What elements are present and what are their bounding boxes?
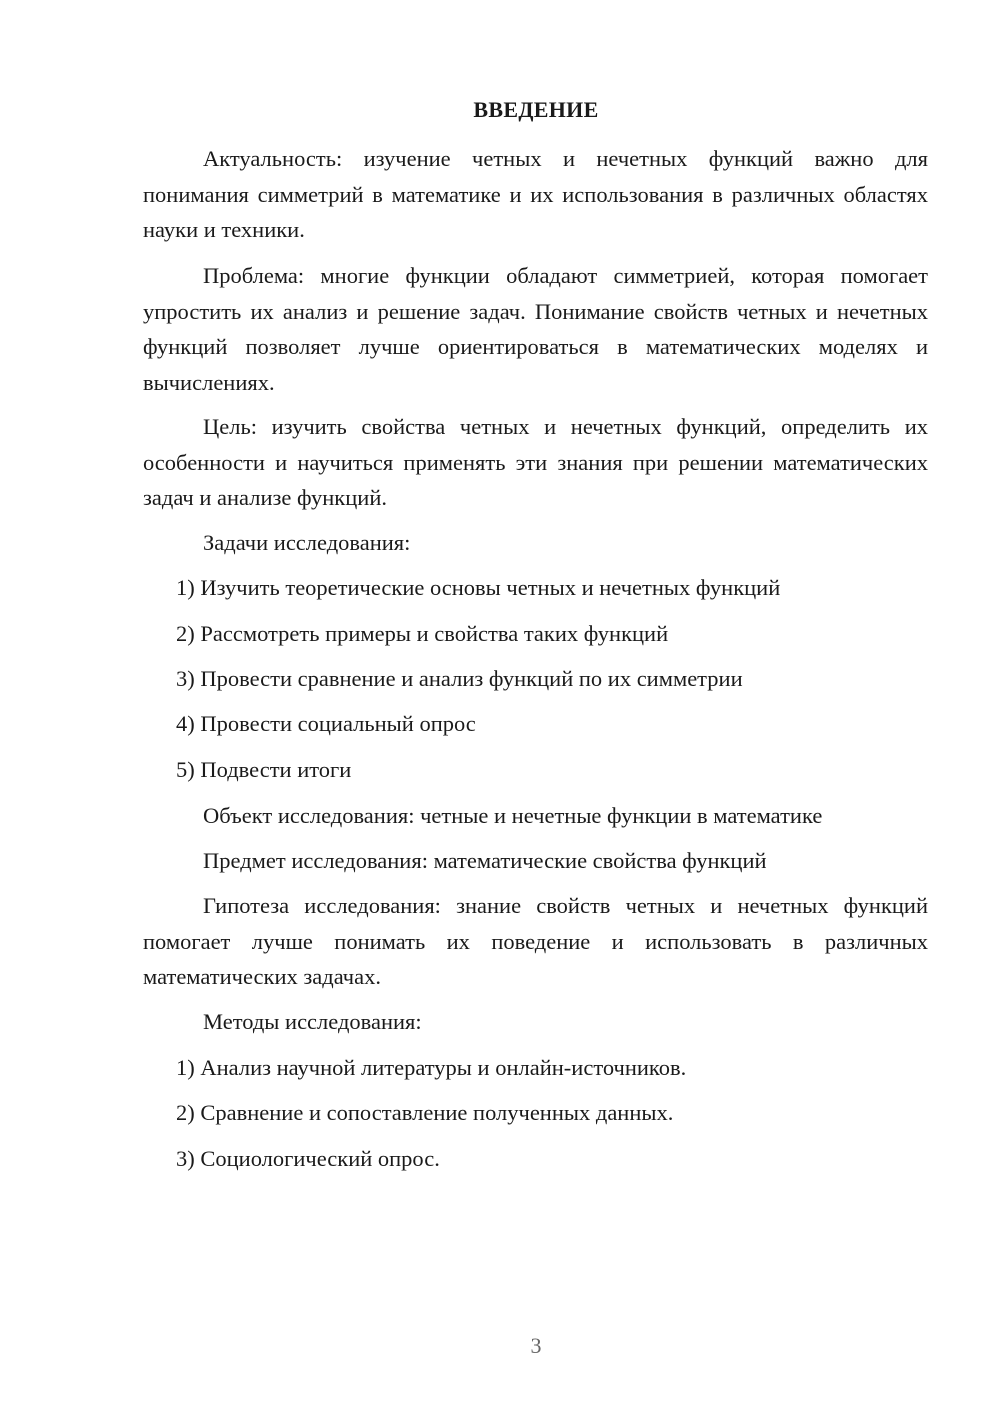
tasks-heading: Задачи исследования:	[203, 530, 411, 555]
page-title: ВВЕДЕНИЕ	[473, 97, 599, 122]
methods-heading: Методы исследования:	[203, 1009, 422, 1034]
task-item: 3) Провести сравнение и анализ функций по их симметрии	[176, 666, 743, 691]
task-item: 4) Провести социальный опрос	[176, 711, 476, 736]
method-item: 3) Социологический опрос.	[176, 1146, 440, 1171]
subject-paragraph: Предмет исследования: математические свойства функций	[203, 848, 767, 873]
object-paragraph: Объект исследования: четные и нечетные функции в математике	[203, 803, 823, 828]
task-item: 2) Рассмотреть примеры и свойства таких функций	[176, 621, 669, 646]
page-number: 3	[530, 1333, 542, 1358]
method-item: 2) Сравнение и сопоставление полученных данных.	[176, 1100, 674, 1125]
goal-paragraph: Цель: изучить свойства четных и нечетных функций, определить их особенности и научиться применять эти знания при решении математических задач и анализе функций.	[143, 414, 928, 510]
task-item: 1) Изучить теоретические основы четных и нечетных функций	[176, 575, 781, 600]
problem-paragraph: Проблема: многие функции обладают симметрией, которая помогает упростить их анализ и решение задач. Понимание свойств четных и нечетных функций позволяет лучше ориентироваться в математических моделях и вычислениях.	[143, 263, 928, 395]
task-item: 5) Подвести итоги	[176, 757, 352, 782]
relevance-paragraph: Актуальность: изучение четных и нечетных функций важно для понимания симметрий в математике и их использования в различных областях науки и техники.	[143, 146, 928, 242]
method-item: 1) Анализ научной литературы и онлайн-источников.	[176, 1055, 687, 1080]
hypothesis-paragraph: Гипотеза исследования: знание свойств четных и нечетных функций помогает лучше понимать их поведение и использовать в различных математических задачах.	[143, 893, 928, 989]
